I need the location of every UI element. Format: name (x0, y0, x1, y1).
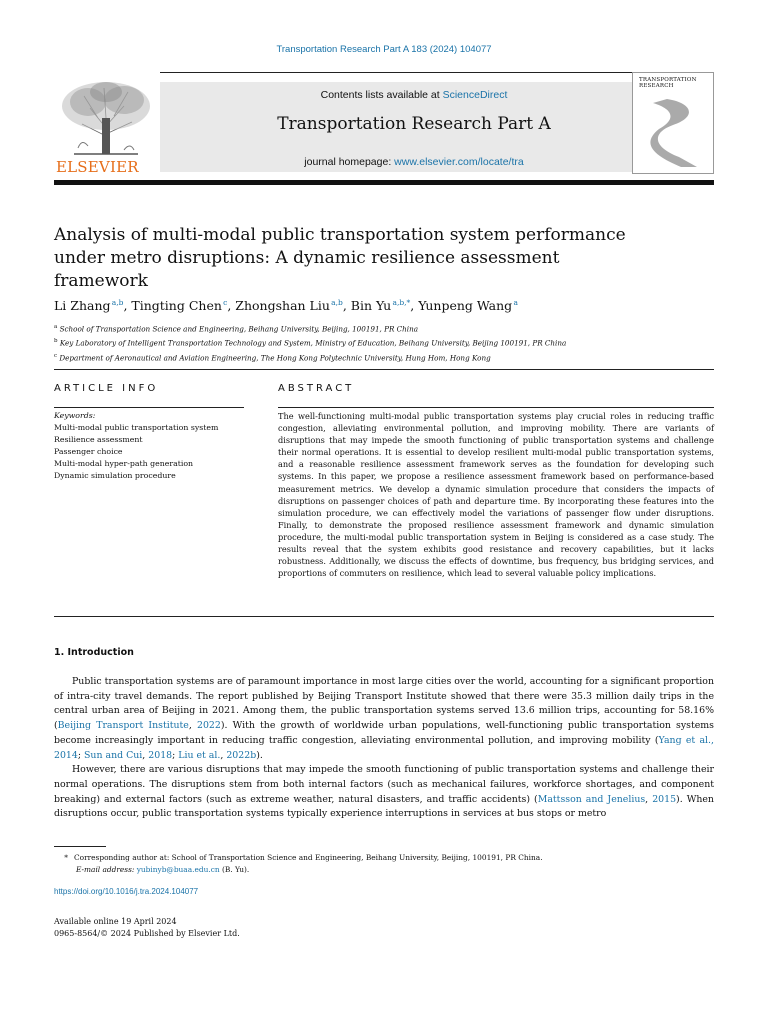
article-info-rule (54, 407, 244, 408)
citation-link[interactable]: 2022 (196, 720, 221, 732)
cover-title-line-1: TRANSPORTATION (639, 77, 697, 83)
journal-homepage-link[interactable]: www.elsevier.com/locate/tra (394, 156, 524, 168)
elsevier-wordmark: ELSEVIER (56, 158, 139, 176)
affiliation-mark: c (54, 352, 58, 359)
footnote-mark: * (64, 853, 68, 862)
intro-paragraph: However, there are various disruptions that may impede the smooth functioning of public transportation systems and challenge their normal operations. The disruptions stem from both internal factors (such as mechanical failures, workforce shortages, and component breaking) and external factors (such as extreme weather, natural disasters, and traffic accidents) (Mattsson and Jenelius, 2015). When disruptions occur, public transportation systems typically experience interruptions in services at bus stops or metro (54, 764, 714, 820)
affiliations (54, 321, 714, 364)
footnote (54, 852, 714, 876)
author-affil-mark[interactable]: c (223, 298, 228, 307)
header-top-rule (160, 72, 668, 73)
section-divider-bottom (54, 616, 714, 617)
introduction-body (54, 675, 714, 822)
journal-header (54, 72, 714, 180)
affiliation-text: Department of Aeronautical and Aviation Engineering, The Hong Kong Polytechnic University, Hung Hom, Hong Kong (59, 353, 491, 363)
abstract-heading: ABSTRACT (278, 383, 355, 394)
journal-cover-thumbnail[interactable] (632, 72, 714, 174)
abstract-rule (278, 407, 714, 408)
available-online: Available online 19 April 2024 (54, 917, 177, 926)
author-name[interactable]: Zhongshan Liu (235, 298, 330, 314)
author-name[interactable]: Bin Yu (350, 298, 392, 314)
citation-link[interactable]: 2018 (148, 749, 173, 761)
keyword-item: Dynamic simulation procedure (54, 471, 176, 480)
email-suffix: (B. Yu). (219, 865, 250, 874)
author-list: Li Zhang $^{a,b}$, Tingting Chen $^c$, Zhongshan Liu $^{a,b}$, Bin Yu $^{a,b,*}$, Yunpeng Wang $^a$ (54, 298, 518, 314)
introduction-heading: 1. Introduction (54, 647, 134, 658)
affiliation-item (54, 335, 714, 349)
citation-link[interactable]: Beijing Transport Institute (57, 720, 189, 732)
citation-link[interactable]: Yang et al., 2014 (54, 734, 714, 761)
affiliation-mark: b (54, 338, 58, 345)
text-run: ). (256, 749, 263, 761)
homepage-prefix: journal homepage: (304, 156, 395, 168)
citation-link[interactable]: Sun and Cui (84, 749, 143, 761)
affiliation-text: School of Transportation Science and Engineering, Beihang University, Beijing, 100191, PR China (59, 324, 418, 334)
elsevier-logo[interactable] (54, 78, 158, 176)
author-affil-mark[interactable]: a,b,* (392, 298, 411, 307)
keywords-label: Keywords: (54, 411, 96, 420)
email-link[interactable]: yubinyb@buaa.edu.cn (136, 865, 220, 874)
article-title: Analysis of multi-modal public transportation system performance under metro disruptions: A dynamic resilience assessment framework (54, 225, 626, 291)
cover-road-icon (633, 73, 713, 173)
keyword-item: Passenger choice (54, 447, 123, 456)
citation-link[interactable]: 2015 (652, 793, 677, 805)
doi-link[interactable]: https://doi.org/10.1016/j.tra.2024.104077 (54, 887, 199, 896)
citation-link[interactable]: Liu et al. (178, 749, 221, 761)
header-thick-rule (54, 180, 714, 185)
author-affil-mark[interactable]: a,b (331, 298, 343, 307)
text-run: However, there are various disruptions that may impede the smooth functioning of public transportation systems and challenge their normal operations. The disruptions stem from both internal factors (such as mechanical failures, workforce shortages, and component breaking) and external factors (such as extreme weather, natural disasters, and traffic accidents) ( (54, 764, 714, 805)
citation-link[interactable]: Mattsson and Jenelius (537, 793, 646, 805)
affiliation-item (54, 350, 714, 364)
footnote-text: Corresponding author at: School of Transportation Science and Engineering, Beihang University, Beijing, 100191, PR China. (74, 853, 543, 862)
homepage-line (160, 156, 668, 168)
publication-info (54, 916, 240, 940)
sciencedirect-link[interactable]: ScienceDirect (442, 89, 508, 101)
intro-paragraph: Public transportation systems are of paramount importance in most large cities over the world, accounting for a significant proportion of intra-city travel demands. The report published by Beijing Transport Institute showed that there were 35.3 million daily trips in the central urban area of Beijing in 2021. Among them, the public transportation systems served 13.6 million trips, accounting for 58.16% (Beijing Transport Institute, 2022). With the growth of worldwide urban populations, well-functioning public transportation systems become increasingly important in reducing traffic congestion, alleviating environmental pollution, and improving mobility (Yang et al., 2014; Sun and Cui, 2018; Liu et al., 2022b). (54, 676, 714, 761)
footnote-rule (54, 846, 106, 847)
affiliation-text: Key Laboratory of Intelligent Transportation Technology and System, Ministry of Education, Beihang University, Beijing 100191, PR China (59, 338, 567, 348)
keyword-item: Multi-modal hyper-path generation (54, 459, 194, 468)
corresponding-author-note (54, 852, 714, 864)
journal-citation[interactable]: Transportation Research Part A 183 (2024) 104077 (276, 44, 492, 55)
keyword-item: Resilience assessment (54, 435, 143, 444)
cover-title-line-2: RESEARCH (639, 83, 674, 89)
keyword-item: Multi-modal public transportation system (54, 423, 219, 432)
keywords-block (54, 410, 254, 482)
journal-title: Transportation Research Part A (277, 114, 551, 134)
section-divider-top (54, 369, 714, 370)
affiliation-mark: a (54, 324, 58, 330)
citation-link[interactable]: 2022b (226, 749, 257, 761)
copyright-line: 0965-8564/© 2024 Published by Elsevier Ltd. (54, 929, 240, 938)
article-info-heading: ARTICLE INFO (54, 383, 159, 394)
author-name[interactable]: Li Zhang (54, 298, 111, 314)
author-name[interactable]: Tingting Chen (131, 298, 222, 314)
author-name[interactable]: Yunpeng Wang (418, 298, 513, 314)
text-run: ). With the growth of worldwide urban populations, well-functioning public transportation systems become increasingly important in reducing traffic congestion, alleviating environmental pollution, and improving mobility ( (54, 720, 714, 746)
elsevier-tree-icon (54, 78, 158, 156)
text-run: Public transportation systems are of paramount importance in most large cities over the world, accounting for a significant proportion of intra-city travel demands. The report published by Beijing Transport Institute showed that there were 35.3 million daily trips in the central urban area of Beijing in 2021. Among them, the public transportation systems served 13.6 million trips, accounting for 58.16% ( (54, 676, 714, 732)
email-label: E-mail address: (76, 865, 135, 874)
abstract-text: The well-functioning multi-modal public transportation systems play crucial roles in reducing traffic congestion, alleviating environmental pollution, and improving mobility. There are variants of disruptions that may impede the smooth functioning of public transportation systems and challenge their normal operations. It is essential to develop resilient multi-modal public transportation systems, and a reasonable resilience assessment framework serves as the foundation for developing such systems. In this paper, we propose a resilience assessment framework based on performance-based measurement metrics. We develop a dynamic simulation procedure that considers the impacts of disruptions on passenger choices of path and departure time. By incorporating these features into the simulation procedure, we can effectively model the variations of passenger flow under disruptions. Finally, to demonstrate the proposed resilience assessment framework and dynamic simulation procedure, the multi-modal public transportation system in Beijing is considered as a case study. The results reveal that the system exhibits good resistance and recovery capabilities, but it lacks robustness. Additionally, we discuss the effects of downtime, bus frequency, bus bridging services, and proportions of commuters on resilience, which lead to several valuable policy implications. (278, 411, 714, 579)
author-affil-mark[interactable]: a,b (111, 298, 124, 307)
author-affil-mark[interactable]: a (513, 298, 518, 307)
contents-line (160, 89, 668, 101)
journal-banner (160, 82, 668, 172)
affiliation-item (54, 321, 714, 335)
text-run: ). When disruptions occur, public transportation systems typically experience interruptions in services at bus stops or metro (54, 793, 714, 820)
contents-prefix: Contents lists available at (320, 89, 443, 101)
email-note (54, 864, 714, 876)
